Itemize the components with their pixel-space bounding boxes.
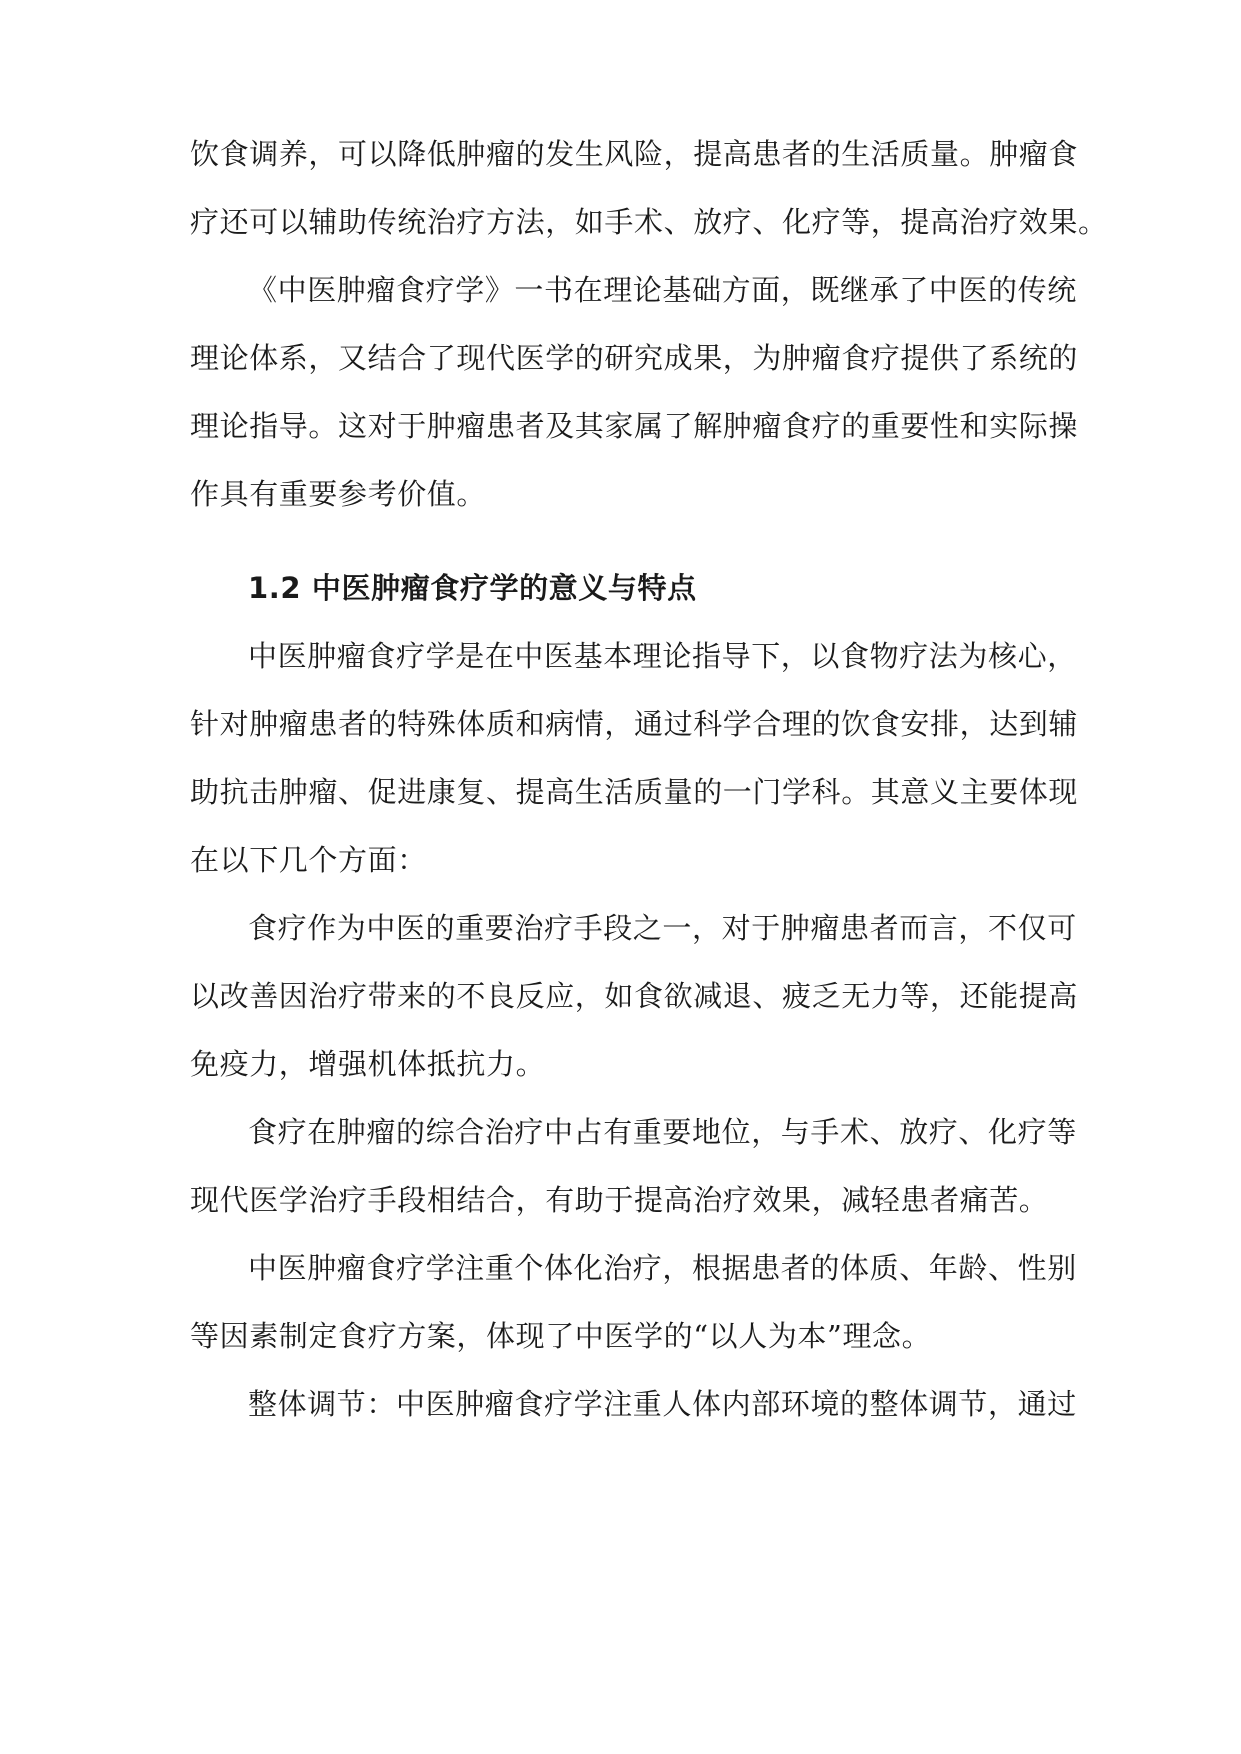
text-line: 理论指导。这对于肿瘤患者及其家属了解肿瘤食疗的重要性和实际操 (190, 409, 1079, 443)
text-line: 免疫力，增强机体抵抗力。 (190, 1047, 546, 1081)
text-line: 《中医肿瘤食疗学》一书在理论基础方面，既继承了中医的传统 (248, 273, 1077, 307)
text-line: 疗还可以辅助传统治疗方法，如手术、放疗、化疗等，提高治疗效果。 (190, 205, 1108, 239)
text-line: 以改善因治疗带来的不良反应，如食欲减退、疲乏无力等，还能提高 (190, 979, 1079, 1013)
text-line: 理论体系，又结合了现代医学的研究成果，为肿瘤食疗提供了系统的 (190, 341, 1079, 375)
text-line: 饮食调养，可以降低肿瘤的发生风险，提高患者的生活质量。肿瘤食 (190, 137, 1079, 171)
section-heading: 1.2 中医肿瘤食疗学的意义与特点 (248, 571, 697, 605)
text-line: 食疗在肿瘤的综合治疗中占有重要地位，与手术、放疗、化疗等 (248, 1115, 1077, 1149)
text-line: 针对肿瘤患者的特殊体质和病情，通过科学合理的饮食安排，达到辅 (190, 707, 1079, 741)
text-line: 在以下几个方面： (190, 843, 427, 877)
text-line: 作具有重要参考价值。 (190, 477, 487, 511)
text-line: 整体调节：中医肿瘤食疗学注重人体内部环境的整体调节，通过 (248, 1387, 1077, 1421)
text-line: 等因素制定食疗方案，体现了中医学的“以人为本”理念。 (190, 1319, 932, 1353)
text-line: 现代医学治疗手段相结合，有助于提高治疗效果，减轻患者痛苦。 (190, 1183, 1049, 1217)
text-line: 食疗作为中医的重要治疗手段之一，对于肿瘤患者而言，不仅可 (248, 911, 1077, 945)
text-line: 中医肿瘤食疗学注重个体化治疗，根据患者的体质、年龄、性别 (248, 1251, 1077, 1285)
text-line: 中医肿瘤食疗学是在中医基本理论指导下，以食物疗法为核心， (248, 639, 1077, 673)
text-line: 助抗击肿瘤、促进康复、提高生活质量的一门学科。其意义主要体现 (190, 775, 1079, 809)
